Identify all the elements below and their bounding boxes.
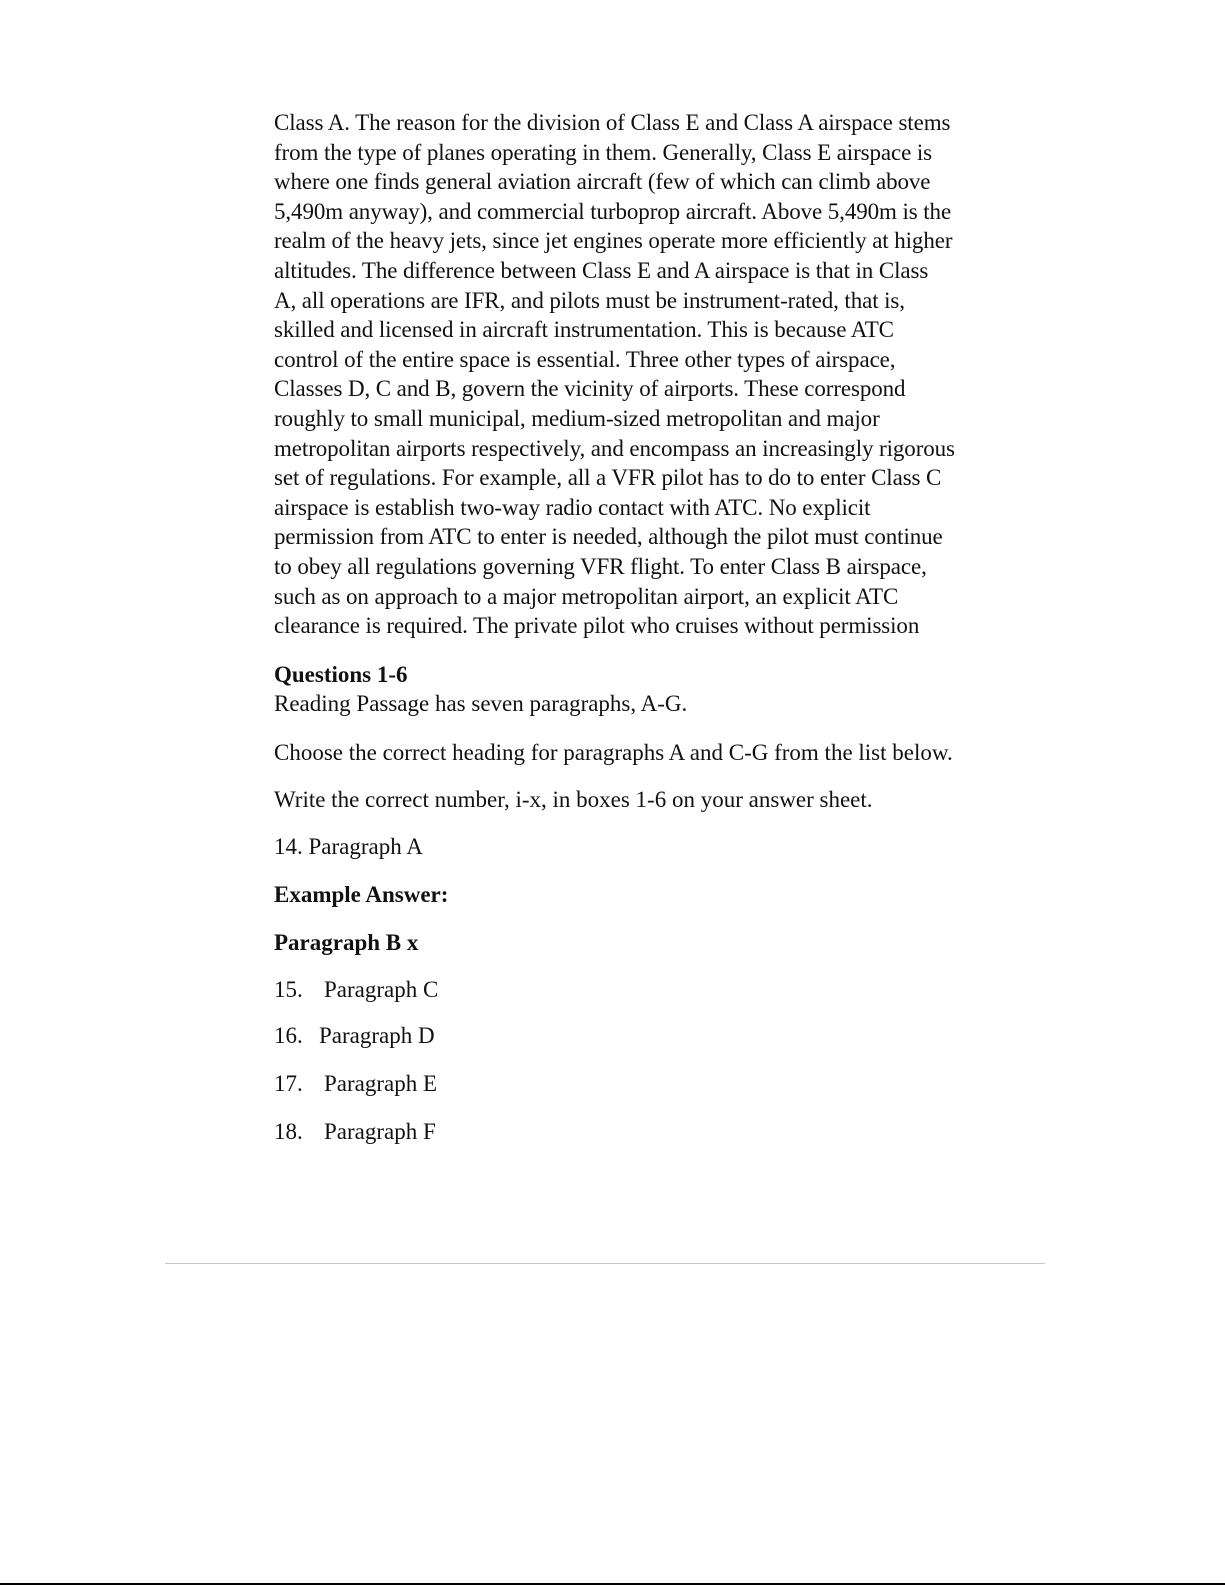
- question-item-15: [274, 976, 438, 1004]
- question-number: 15.: [274, 977, 303, 1002]
- question-item-17: [274, 1070, 437, 1098]
- question-label: Paragraph F: [324, 1119, 436, 1144]
- passage-line: to obey all regulations governing VFR flight. To enter Class B airspace,: [274, 554, 927, 579]
- passage-line: from the type of planes operating in them. Generally, Class E airspace is: [274, 139, 933, 165]
- passage-line: Classes D, C and B, govern the vicinity of airports. These correspond: [274, 376, 906, 402]
- questions-instruction: Choose the correct heading for paragraphs A and C-G from the list below.: [274, 740, 953, 765]
- question-number: 17.: [274, 1071, 303, 1096]
- passage-line: airspace is establish two-way radio contact with ATC. No explicit: [274, 494, 871, 520]
- passage-line: 5,490m anyway), and commercial turboprop aircraft. Above 5,490m is the: [274, 198, 952, 224]
- passage-line: realm of the heavy jets, since jet engines operate more efficiently at higher: [274, 228, 953, 254]
- passage-line: set of regulations. For example, all a VFR pilot has to do to enter Class C: [274, 465, 942, 491]
- passage-line: metropolitan airports respectively, and encompass an increasingly rigorous: [274, 435, 955, 461]
- question-label: Paragraph E: [324, 1071, 438, 1096]
- questions-heading: Questions 1-6: [274, 662, 408, 687]
- question-item-16: [274, 1022, 435, 1050]
- question-number: 16.: [274, 1023, 303, 1048]
- passage-line: clearance is required. The private pilot who cruises without permission: [274, 613, 920, 639]
- question-label: Paragraph C: [324, 977, 439, 1002]
- passage-line: roughly to small municipal, medium-sized metropolitan and major: [274, 406, 880, 431]
- passage-line: such as on approach to a major metropolitan airport, an explicit ATC: [274, 583, 899, 609]
- passage-line: skilled and licensed in aircraft instrumentation. This is because ATC: [274, 317, 894, 343]
- passage-line: Class A. The reason for the division of Class E and Class A airspace stems: [274, 110, 951, 135]
- passage-line: where one finds general aviation aircraft (few of which can climb above: [274, 169, 931, 195]
- questions-intro: Reading Passage has seven paragraphs, A-G.: [274, 691, 688, 716]
- example-answer-label: Example Answer:: [274, 882, 449, 907]
- question-item-14: 14. Paragraph A: [274, 834, 423, 859]
- passage-line: A, all operations are IFR, and pilots must be instrument-rated, that is,: [274, 287, 905, 313]
- passage-line: control of the entire space is essential. Three other types of airspace,: [274, 346, 896, 372]
- passage-line: permission from ATC to enter is needed, although the pilot must continue: [274, 524, 943, 550]
- question-label: Paragraph D: [319, 1023, 435, 1048]
- example-answer-value: Paragraph B x: [274, 930, 419, 955]
- question-item-18: [274, 1118, 436, 1146]
- questions-instruction: Write the correct number, i-x, in boxes 1-6 on your answer sheet.: [274, 787, 873, 812]
- passage-line: altitudes. The difference between Class E and A airspace is that in Class: [274, 258, 929, 283]
- question-number: 18.: [274, 1119, 303, 1144]
- page-divider: [165, 1263, 1045, 1264]
